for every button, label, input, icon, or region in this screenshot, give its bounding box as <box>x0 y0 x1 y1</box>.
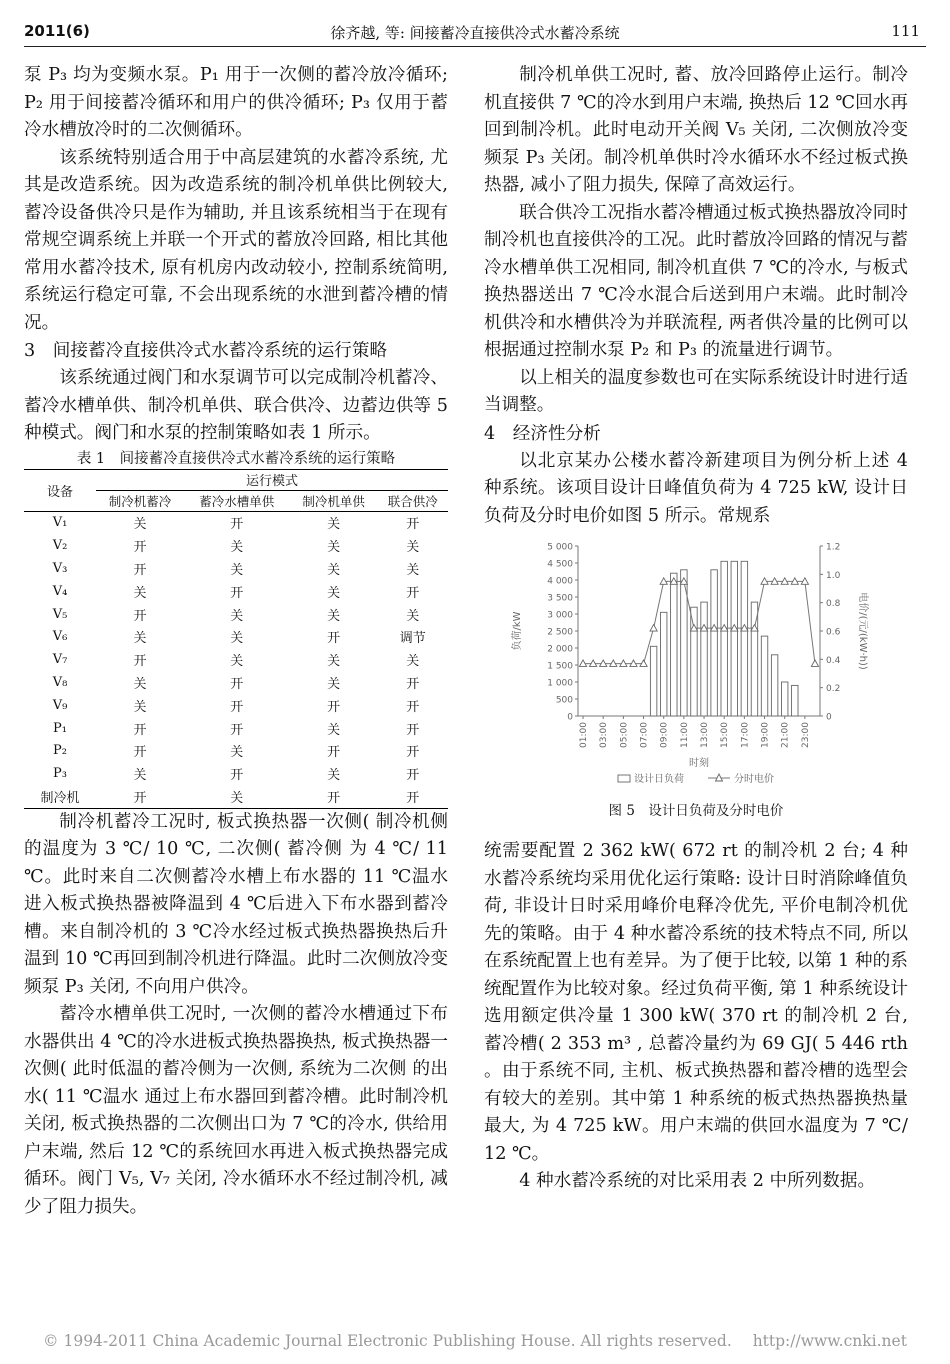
left-column <box>24 62 448 1221</box>
load-bar <box>781 682 787 716</box>
table-row: P₃ 关 开 关 开 <box>53 766 420 784</box>
table-row: 制冷机 开 关 开 开 <box>24 785 448 808</box>
right-tick-label: 0.4 <box>826 655 841 666</box>
load-bar <box>721 561 727 716</box>
table-row: V₆ 关 关 开 调节 <box>52 629 426 647</box>
strategy-table <box>24 469 448 809</box>
load-bar <box>771 655 777 716</box>
table-caption: 表 1 间接蓄冷直接供冷式水蓄冷系统的运行策略 <box>76 450 396 467</box>
price-line <box>583 581 815 663</box>
right-tick-label: 0.6 <box>826 627 841 638</box>
right-tick-label: 1.2 <box>826 542 841 553</box>
x-tick-label: 09:00 <box>659 722 670 748</box>
left-tick-label: 4 000 <box>547 576 573 587</box>
right-column <box>484 62 908 1196</box>
left-tick-label: 2 500 <box>547 627 573 638</box>
running-title: 徐齐越, 等: 间接蓄冷直接供冷式水蓄冷系统 <box>330 24 620 42</box>
right-tick-label: 1.0 <box>826 570 841 581</box>
table-header-device: 设备 <box>24 469 96 511</box>
page-footer <box>0 1332 950 1350</box>
table-header-mode: 运行模式 <box>96 469 448 490</box>
left-tick-label: 500 <box>555 695 573 706</box>
right-axis-title: 电价/(元/(kW·h)) <box>857 592 868 670</box>
issue-number: 2011(6) <box>24 22 90 40</box>
paragraph: 以上相关的温度参数也可在实际系统设计时进行适当调整。 <box>484 367 908 415</box>
load-bar <box>741 561 747 716</box>
section-heading-3: 3 间接蓄冷直接供冷式水蓄冷系统的运行策略 <box>24 341 388 361</box>
copyright-notice: © 1994-2011 China Academic Journal Electronic Publishing House. All rights reserved. <box>43 1332 732 1350</box>
load-bar <box>660 612 666 716</box>
paragraph: 蓄冷水槽单供工况时, 一次侧的蓄冷水槽通过下布水器供出 4 ℃的冷水进板式换热器换热, 板式换热器一次侧( 此时低温的蓄冷侧为一次侧, 系统为二次侧 的出水( 11 ℃温水 通过上布水器回到蓄冷槽。此时制冷机关闭, 板式换热器的二次侧出口为 7 ℃的冷水, 供给用户末端, 然后 12 ℃的系统回水再进入板式换热器完成循环。阀门 V₅, V₇ 关闭, 冷水循环水不经过制冷机, 减少了阻力损失。 <box>24 1004 448 1217</box>
x-tick-label: 03:00 <box>599 722 610 748</box>
paragraph: 制冷机单供工况时, 蓄、放冷回路停止运行。制冷机直接供 7 ℃的冷水到用户末端, 换热后 12 ℃回水再回到制冷机。此时电动开关阀 V₅ 关闭, 二次侧放冷变频泵 P₃ 关闭。制冷机单供时冷水循环水不经过板式换热器, 减小了阻力损失, 保障了高效运行。 <box>484 65 908 195</box>
left-tick-label: 4 500 <box>547 559 573 570</box>
table-row: V₁ 关 开 关 开 <box>52 515 420 533</box>
footer-url: http://www.cnki.net <box>752 1332 907 1350</box>
x-tick-label: 07:00 <box>639 722 650 748</box>
right-tick-label: 0.8 <box>826 599 841 610</box>
x-tick-label: 05:00 <box>619 722 630 748</box>
left-tick-label: 3 500 <box>547 593 573 604</box>
x-tick-label: 13:00 <box>700 722 711 748</box>
paragraph: 该系统通过阀门和水泵调节可以完成制冷机蓄冷、蓄冷水槽单供、制冷机单供、联合供冷、边蓄边供等 5 种模式。阀门和水泵的控制策略如表 1 所示。 <box>24 368 448 443</box>
paragraph: 制冷机蓄冷工况时, 板式换热器一次侧( 制冷机侧 的温度为 3 ℃/ 10 ℃, 二次侧( 蓄冷侧 为 4 ℃/ 11 ℃。此时来自二次侧蓄冷水槽上布水器的 11 ℃温水进入板式换热器被降温到 4 ℃后进入下布水器到蓄冷槽。来自制冷机的 3 ℃冷水经过板式换热器换热后升温到 10 ℃再回到制冷机进行降温。此时二次侧放冷变频泵 P₃ 关闭, 不向用户供冷。 <box>24 811 448 997</box>
price-point <box>811 660 818 666</box>
paragraph: 该系统特别适合用于中高层建筑的水蓄冷系统, 尤其是改造系统。因为改造系统的制冷机单供比例较大, 蓄冷设备供冷只是作为辅助, 并且该系统相当于在现有常规空调系统上并联一个开式的蓄放冷回路, 相比其他常用水蓄冷技术, 原有机房内改动较小, 控制系统简明, 系统运行稳定可靠, 不会出现系统的水泄到蓄冷槽的情况。 <box>24 147 448 333</box>
left-tick-label: 1 000 <box>547 678 573 689</box>
table-col-header: 制冷机蓄冷 <box>96 490 184 511</box>
load-bar <box>650 646 656 716</box>
load-bar <box>731 561 737 716</box>
load-bar <box>792 685 798 716</box>
page-number: 111 <box>891 22 920 40</box>
table-row: V₇ 开 关 关 关 <box>52 652 420 670</box>
table-col-header: 制冷机单供 <box>290 490 378 511</box>
table-row: V₄ 关 开 关 开 <box>52 583 420 601</box>
left-tick-label: 2 000 <box>547 644 573 655</box>
x-tick-label: 19:00 <box>760 722 771 748</box>
paragraph: 以北京某办公楼水蓄冷新建项目为例分析上述 4 种系统。该项目设计日峰值负荷为 4 725 kW, 设计日负荷及分时电价如图 5 所示。常规系 <box>484 450 908 526</box>
paragraph: 泵 P₃ 均为变频水泵。P₁ 用于一次侧的蓄冷放冷循环; P₂ 用于间接蓄冷循环和用户的供冷循环; P₃ 仅用于蓄冷水槽放冷时的二次侧循环。 <box>24 65 448 140</box>
x-tick-label: 21:00 <box>780 722 791 748</box>
table-row: V₈ 关 开 关 开 <box>52 674 420 692</box>
table-row: V₅ 开 关 关 关 <box>52 606 420 624</box>
left-tick-label: 0 <box>567 712 573 723</box>
load-bar <box>671 573 677 716</box>
legend-bar-swatch <box>618 775 630 782</box>
left-tick-label: 5 000 <box>547 542 573 553</box>
table-row: V₃ 开 关 关 关 <box>52 560 420 578</box>
legend-load: 设计日负荷 <box>634 774 684 785</box>
x-tick-label: 15:00 <box>720 722 731 748</box>
right-tick-label: 0 <box>826 712 832 723</box>
table-col-header: 蓄冷水槽单供 <box>184 490 290 511</box>
load-bar <box>761 636 767 716</box>
x-tick-label: 01:00 <box>579 722 590 748</box>
section-heading-4: 4 经济性分析 <box>484 423 601 444</box>
figure-5 <box>484 538 908 796</box>
figure-caption: 图 5 设计日负荷及分时电价 <box>608 803 784 819</box>
paragraph: 联合供冷工况指水蓄冷槽通过板式换热器放冷同时制冷机也直接供冷的工况。此时蓄放冷回路的情况与蓄冷水槽单供工况相同, 制冷机直供 7 ℃的冷水, 与板式换热器送出 7 ℃冷水混合后送到用户末端。此时制冷机供冷和水槽供冷为并联流程, 两者供冷量的比例可以根据通过控制水泵 P₂ 和 P₃ 的流量进行调节。 <box>484 202 908 360</box>
x-axis-title: 时刻 <box>689 758 709 769</box>
left-axis-title: 负荷/kW <box>512 611 523 651</box>
right-tick-label: 0.2 <box>826 684 841 695</box>
load-bar <box>691 607 697 716</box>
load-bar <box>711 570 717 716</box>
load-price-chart <box>484 538 908 796</box>
left-tick-label: 3 000 <box>547 610 573 621</box>
table-row: V₉ 关 开 开 开 <box>52 697 420 715</box>
paragraph: 统需要配置 2 362 kW( 672 rt 的制冷机 2 台; 4 种水蓄冷系统均采用优化运行策略: 设计日时消除峰值负荷, 非设计日时采用峰价电释冷优先, 平价电制冷机优先的策略。由于 4 种水蓄冷系统的技术特点不同, 所以在系统配置上也有差异。为了便于比较, 以第 1 种的系统配置作为比较对象。经过负荷平衡, 第 1 种系统设计选用额定供冷量 1 300 kW( 370 rt 的制冷机 2 台, 蓄冷槽( 2 353 m³ , 总蓄冷量约为 69 GJ( 5 446 rth 。由于系统不同, 主机、板式换热器和蓄冷槽的选型会有较大的差别。其中第 1 种系统的板式热热器换热量最大, 为 4 725 kW。用户末端的供回水温度为 7 ℃/ 12 ℃。 <box>484 841 908 1164</box>
price-point <box>650 625 657 631</box>
x-tick-label: 17:00 <box>740 722 751 748</box>
load-bar <box>701 602 707 716</box>
table-row: P₁ 开 开 关 开 <box>53 720 420 738</box>
paragraph: 4 种水蓄冷系统的对比采用表 2 中所列数据。 <box>519 1171 876 1191</box>
x-tick-label: 23:00 <box>800 722 811 748</box>
table-row: P₂ 开 关 开 开 <box>53 743 420 761</box>
running-header <box>24 16 926 47</box>
left-tick-label: 1 500 <box>547 661 573 672</box>
table-row: V₂ 开 关 关 关 <box>52 538 420 556</box>
legend-price: 分时电价 <box>734 774 774 785</box>
table-col-header: 联合供冷 <box>378 490 448 511</box>
x-tick-label: 11:00 <box>679 722 690 748</box>
